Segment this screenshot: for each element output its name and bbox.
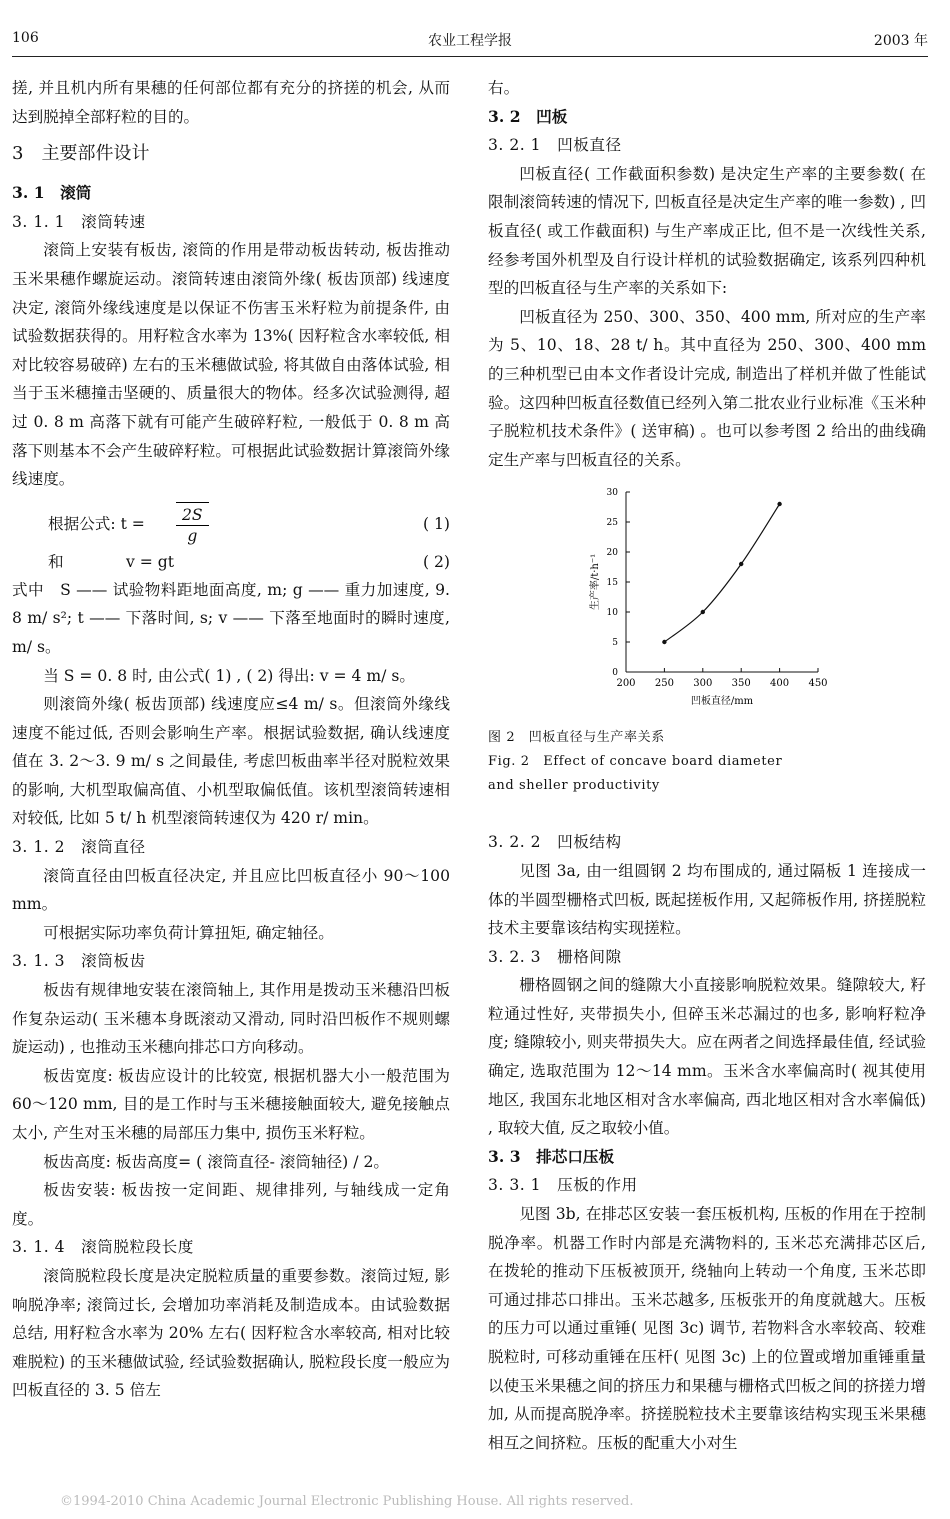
year: 2003 年 (873, 33, 928, 49)
figure-caption-en-1: Fig. 2 Effect of concave board diameter (488, 754, 783, 770)
copyright-footer: ©1994-2010 China Academic Journal Electronic Publishing House. All rights reserved. (60, 1494, 634, 1509)
y-axis-label: 生产率/t·h⁻¹ (590, 554, 601, 611)
paragraph-continued: 右。 (488, 79, 520, 97)
paragraph-symbols: 式中 S —— 试验物料距地面高度, m; g —— 重力加速度, 9. 8 m/ s²; t —— 下落时间, s; v —— 下落至地面时的瞬时速度, m/ s。 (12, 580, 450, 656)
formula-1-numerator: 2S (176, 505, 209, 526)
left-column (12, 74, 450, 1405)
data-point (701, 610, 705, 614)
figure-caption-cn: 图 2 凹板直径与生产率关系 (488, 730, 665, 746)
paragraph-grid-gap: 栅格圆钢之间的缝隙大小直接影响脱粒效果。缝隙较大, 籽粒通过性好, 夹带损失小, 但碎玉米芯漏过的也多, 影响籽粒净度; 缝隙较小, 则夹带损失大。应在两者之间选择最佳值, 经试验确定, 选取范围为 12～14 mm。玉米含水率偏高时( 视其使用地区, 我国东北地区相对含水率偏高, 西北地区相对含水率偏低) , 取较大值, 反之取较小值。 (488, 976, 926, 1138)
running-header (12, 28, 928, 57)
subsubsection-heading-3-2-1: 3. 2. 1 凹板直径 (488, 136, 622, 155)
formula-1-fraction (176, 502, 209, 546)
formula-2 (12, 548, 450, 576)
y-tick-label: 15 (606, 578, 618, 589)
paragraph-teeth-width: 板齿宽度: 板齿应设计的比较宽, 根据机器大小一般范围为 60～120 mm, 目的是工作时与玉米穗接触面较大, 避免接触点太小, 产生对玉米穗的局部压力集中, 损伤玉米籽粒。 (12, 1066, 450, 1142)
x-tick-label: 200 (616, 678, 636, 690)
paragraph-teeth-install: 板齿安装: 板齿按一定间距、规律排列, 与轴线成一定角度。 (12, 1181, 450, 1228)
formula-1-number: ( 1) (422, 514, 450, 533)
x-tick-label: 300 (693, 678, 713, 690)
subsubsection-heading-3-1-3: 3. 1. 3 滚筒板齿 (12, 952, 146, 971)
formula-2-number: ( 2) (422, 552, 450, 571)
series-line (664, 504, 779, 642)
formula-2-label: 和 v = gt (48, 552, 175, 571)
formula-1 (12, 502, 450, 548)
y-tick-label: 5 (612, 638, 618, 649)
section-heading-3: 3 主要部件设计 (12, 143, 150, 165)
paragraph-teeth: 板齿有规律地安装在滚筒轴上, 其作用是拨动玉米穗沿凹板作复杂运动( 玉米穗本身既滚动又滑动, 同时沿凹板作不规则螺旋运动) , 也推动玉米穗向排芯口方向移动。 (12, 981, 450, 1057)
paragraph-linear-speed: 则滚筒外缘( 板齿顶部) 线速度应≤4 m/ s。但滚筒外缘线速度不能过低, 否则会影响生产率。根据试验数据, 确认线速度值在 3. 2～3. 9 m/ s 之间最佳, 考虑凹板曲率半径对脱粒效果的影响, 大机型取偏高值、小机型取偏低值。该机型滚筒转速相对较低, 比如 5 t/ h 机型滚筒转速仅为 420 r/ min。 (12, 695, 450, 828)
subsubsection-heading-3-1-4: 3. 1. 4 滚筒脱粒段长度 (12, 1238, 194, 1257)
y-tick-label: 25 (606, 518, 618, 529)
paragraph-teeth-height: 板齿高度: 板齿高度= ( 滚筒直径- 滚筒轴径) / 2。 (43, 1152, 389, 1171)
subsubsection-heading-3-1-1: 3. 1. 1 滚筒转速 (12, 212, 146, 231)
subsubsection-heading-3-1-2: 3. 1. 2 滚筒直径 (12, 838, 146, 857)
paragraph-concave-structure: 见图 3a, 由一组圆钢 2 均布围成的, 通过隔板 1 连接成一体的半圆型栅格式凹板, 既起搓板作用, 又起筛板作用, 挤搓脱粒技术主要靠该结构实现搓粒。 (488, 861, 926, 938)
paragraph-shaft: 可根据实际功率负荷计算扭矩, 确定轴径。 (43, 923, 334, 942)
subsection-heading-3-2: 3. 2 凹板 (488, 106, 568, 126)
x-axis-label: 凹板直径/mm (690, 696, 754, 708)
subsection-heading-3-1: 3. 1 滚筒 (12, 183, 92, 203)
formula-1-denominator: g (187, 526, 198, 545)
figure-2 (488, 478, 926, 726)
x-tick-label: 250 (654, 678, 674, 690)
page-number: 106 (12, 30, 39, 46)
x-tick-label: 350 (731, 678, 751, 690)
paragraph-drum-diameter: 滚筒直径由凹板直径决定, 并且应比凹板直径小 90～100 mm。 (12, 866, 450, 914)
paragraph-concave-values: 凹板直径为 250、300、350、400 mm, 所对应的生产率为 5、10、18、28 t/ h。其中直径为 250、300、400 mm 的三种机型已由本文作者设计完成, 制造出了样机并做了性能试验。这四种凹板直径数值已经列入第二批农业行业标准《玉米种子脱粒机技术条件》( 送审稿) 。也可以参考图 2 给出的曲线确定生产率与凹板直径的关系。 (488, 307, 926, 469)
formula-1-label: 根据公式: t = (48, 514, 145, 533)
data-point (777, 502, 781, 506)
data-point (739, 562, 743, 566)
y-tick-label: 10 (606, 608, 618, 619)
paragraph-intro: 搓, 并且机内所有果穗的任何部位都有充分的挤搓的机会, 从而达到脱掉全部籽粒的目的。 (12, 79, 450, 126)
paragraph-threshing-length: 滚筒脱粒段长度是决定脱粒质量的重要参数。滚筒过短, 影响脱净率; 滚筒过长, 会增加功率消耗及制造成本。由试验数据总结, 用籽粒含水率为 20% 左右( 因籽粒含水率较高, 相对比较难脱粒) 的玉米穗做试验, 经试验数据确认, 脱粒段长度一般应为凹板直径的 3. 5 倍左 (12, 1266, 450, 1400)
subsubsection-heading-3-3-1: 3. 3. 1 压板的作用 (488, 1176, 638, 1195)
y-tick-label: 20 (606, 548, 618, 559)
subsubsection-heading-3-2-2: 3. 2. 2 凹板结构 (488, 833, 622, 852)
chart-concave-diameter-productivity (488, 478, 926, 726)
y-tick-label: 30 (606, 488, 618, 499)
paragraph-calculation: 当 S = 0. 8 时, 由公式( 1) , ( 2) 得出: v = 4 m/ s。 (43, 666, 415, 685)
data-point (662, 640, 666, 644)
journal-name: 农业工程学报 (428, 33, 512, 49)
x-tick-label: 450 (808, 678, 828, 690)
figure-caption-en-2: and sheller productivity (488, 778, 660, 794)
paragraph-concave-diameter: 凹板直径( 工作截面积参数) 是决定生产率的主要参数( 在限制滚筒转速的情况下, 凹板直径是决定生产率的唯一参数) , 凹板直径( 或工作截面积) 与生产率成正比, 但不是一次线性关系, 经参考国外机型及自行设计样机的试验数据确定, 该系列四种机型的凹板直径与生产率的关系如下: (488, 164, 926, 298)
paragraph-press-plate: 见图 3b, 在排芯区安装一套压板机构, 压板的作用在于控制脱净率。机器工作时内部是充满物料的, 玉米芯充满排芯区后, 在拨轮的推动下压板被顶开, 绕轴向上转动一个角度, 玉米芯即可通过排芯口排出。玉米芯越多, 压板张开的角度就越大。压板的压力可以通过重锤( 见图 3c) 调节, 若物料含水率较高、较难脱粒时, 可移动重锤在压杆( 见图 3c) 上的位置或增加重锤重量以使玉米果穗之间的挤压力和果穗与栅格式凹板之间的挤搓力增加, 从而提高脱净率。挤搓脱粒技术主要靠该结构实现玉米果穗相互之间挤粒。压板的配重大小对生 (488, 1205, 926, 1452)
paragraph-drum-speed: 滚筒上安装有板齿, 滚筒的作用是带动板齿转动, 板齿推动玉米果穗作螺旋运动。滚筒转速由滚筒外缘( 板齿顶部) 线速度决定, 滚筒外缘线速度是以保证不伤害玉米籽粒为前提条件, 由试验数据获得的。用籽粒含水率为 13%( 因籽粒含水率较低, 相对比较容易破碎) 左右的玉米穗做试验, 将其做自由落体试验, 相当于玉米穗撞击坚硬的、质量很大的物体。经多次试验测得, 超过 0. 8 m 高落下就有可能产生破碎籽粒, 一般低于 0. 8 m 高落下则基本不会产生破碎籽粒。可根据此试验数据计算滚筒外缘线速度。 (12, 241, 450, 489)
subsubsection-heading-3-2-3: 3. 2. 3 栅格间隙 (488, 947, 622, 966)
right-column (488, 74, 926, 1457)
y-tick-label: 0 (612, 668, 618, 679)
subsection-heading-3-3: 3. 3 排芯口压板 (488, 1146, 615, 1166)
x-tick-label: 400 (770, 678, 790, 690)
